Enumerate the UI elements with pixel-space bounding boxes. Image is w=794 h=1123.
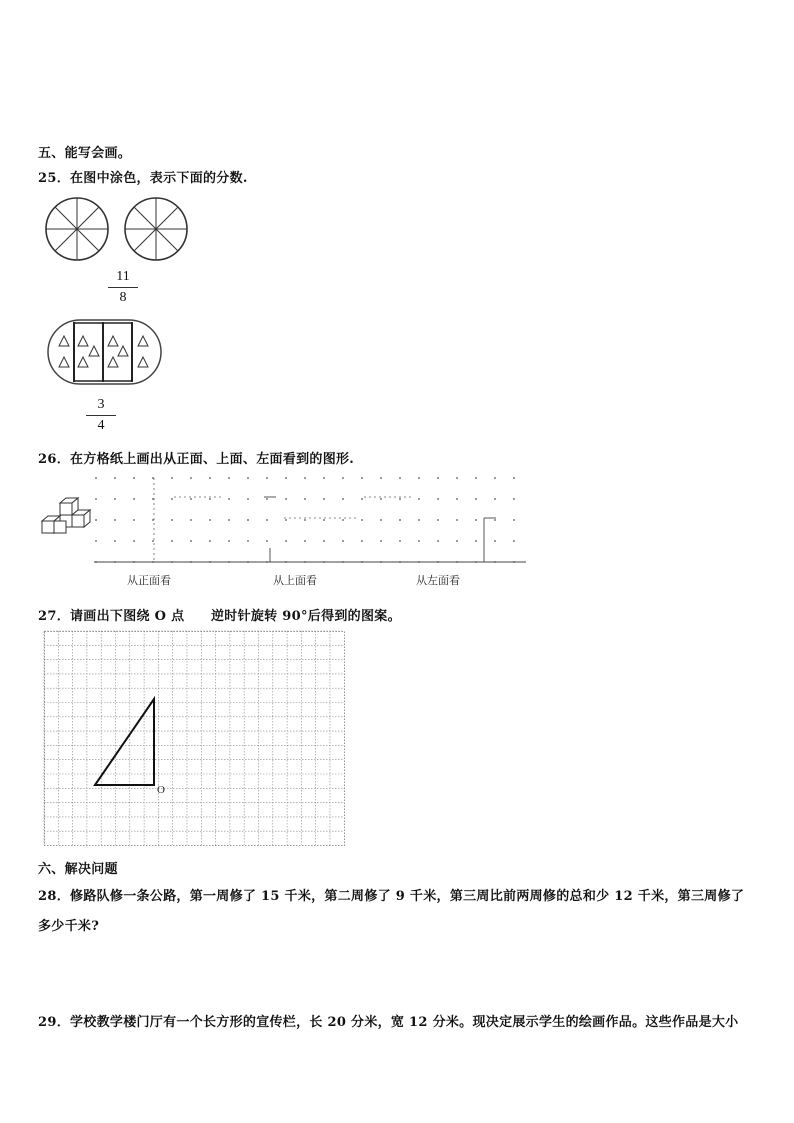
right-triangle-shape [95,699,154,785]
fraction-numerator: 3 [97,397,105,412]
question-28-line1: 28．修路队修一条公路，第一周修了 15 千米，第二周修了 9 千米，第三周比前两周修的总和少 12 千米，第三周修了 [38,889,745,904]
question-28-line2: 多少千米? [38,919,100,934]
question-29-line1: 29．学校教学楼门厅有一个长方形的宣传栏，长 20 分米，宽 12 分米。现决定展示学生的绘画作品。这些作品是大小 [38,1015,739,1030]
fraction-bar [86,415,116,416]
question-26-text: 26．在方格纸上画出从正面、上面、左面看到的图形. [38,452,355,467]
dotted-grid-paper [94,476,526,566]
rotation-grid-figure [44,631,346,847]
section-title-5: 五、能写会画。 [38,146,132,161]
circle-figure-right [123,196,189,262]
circle-figure-left [44,196,110,262]
question-27-text: 27．请画出下图绕 O 点 逆时针旋转 90°后得到的图案。 [38,609,401,624]
triangle-stadium-figure [47,319,162,385]
fraction-11-8 [108,269,138,306]
fraction-denominator: 8 [119,290,127,305]
fraction-denominator: 4 [97,418,105,433]
caption-top-view: 从上面看 [273,575,317,587]
caption-front-view: 从正面看 [127,575,171,587]
fraction-3-4 [86,397,116,434]
fraction-bar [108,287,138,288]
caption-left-view: 从左面看 [416,575,460,587]
cube-solid-figure [40,497,92,537]
question-25-text: 25．在图中涂色，表示下面的分数. [38,171,248,186]
fraction-numerator: 11 [116,269,130,284]
point-o-label: O [157,784,165,796]
section-title-6: 六、解决问题 [38,862,118,877]
